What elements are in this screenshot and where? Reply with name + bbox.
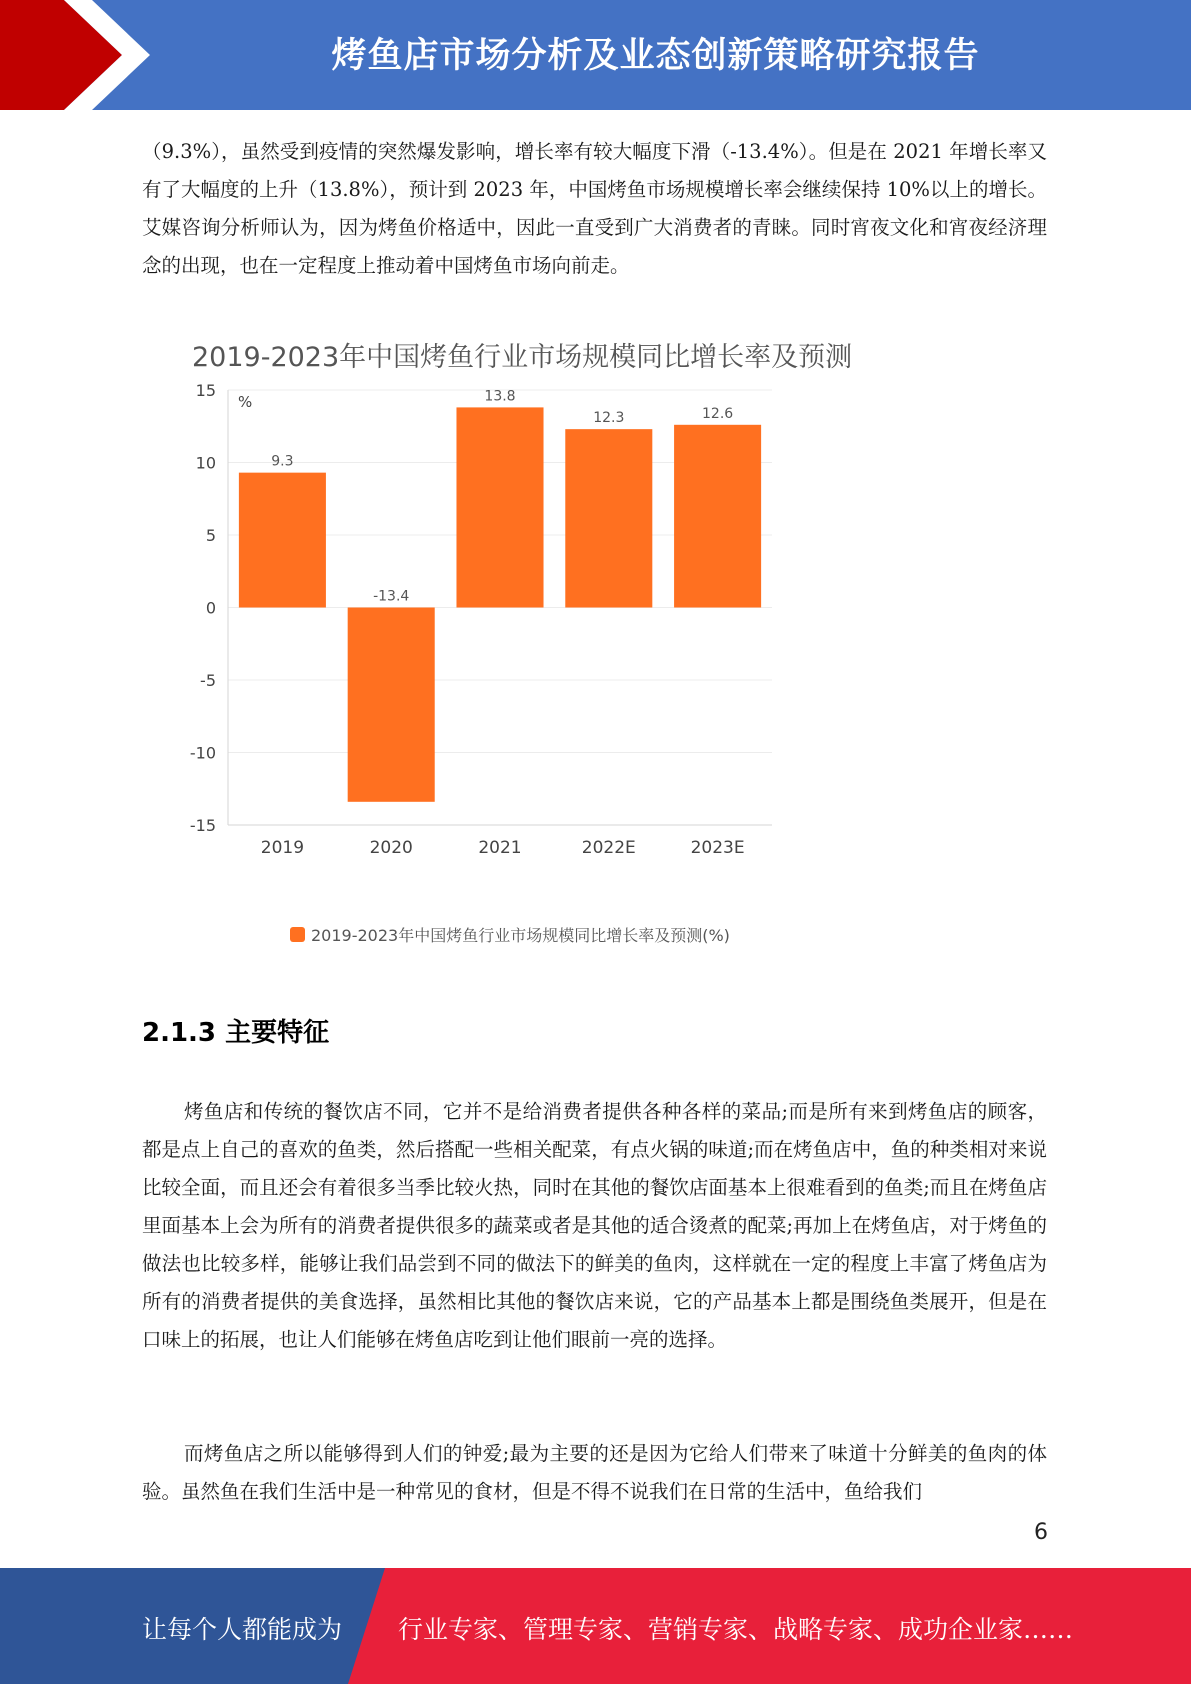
header-title: 烤鱼店市场分析及业态创新策略研究报告 <box>331 36 980 76</box>
y-tick-label: 10 <box>195 453 216 473</box>
chart-legend <box>290 923 730 946</box>
data-label: -13.4 <box>373 588 410 605</box>
x-tick-label: 2022E <box>581 838 636 858</box>
data-label: 13.8 <box>484 388 516 405</box>
legend-swatch <box>290 927 305 942</box>
y-tick-label: -15 <box>189 816 216 835</box>
growth-rate-chart <box>160 325 880 955</box>
y-tick-label: -5 <box>200 671 216 690</box>
y-tick-label: 0 <box>205 598 216 618</box>
data-label: 12.6 <box>702 405 734 422</box>
y-tick-label: 5 <box>205 526 216 545</box>
footer-slogan-right: 行业专家、管理专家、营销专家、战略专家、成功企业家…… <box>398 1615 1074 1644</box>
chart-plot-area <box>160 325 880 925</box>
page-number: 6 <box>1034 1520 1048 1545</box>
x-tick-label: 2023E <box>690 838 745 858</box>
bar-2022E <box>565 429 652 607</box>
bar-2021 <box>456 407 543 607</box>
section-heading: 2.1.3 主要特征 <box>142 1018 330 1048</box>
footer-slogan-left: 让每个人都能成为 <box>142 1615 343 1644</box>
intro-paragraph: （9.3%），虽然受到疫情的突然爆发影响，增长率有较大幅度下滑（-13.4%）。但是在 2021 年增长率又有了大幅度的上升（13.8%），预计到 2023 年，中国烤鱼市场规模增长率会继续保持 10%以上的增长。艾媒咨询分析师认为，因为烤鱼价格适中，因此一直受到广大消费者的青睐。同时宵夜文化和宵夜经济理念的出现，也在一定程度上推动着中国烤鱼市场向前走。 <box>142 140 1047 277</box>
legend-label: 2019-2023年中国烤鱼行业市场规模同比增长率及预测(%) <box>311 926 730 945</box>
y-axis-unit: % <box>238 393 253 411</box>
features-paragraph: 烤鱼店和传统的餐饮店不同，它并不是给消费者提供各种各样的菜品;而是所有来到烤鱼店的顾客，都是点上自己的喜欢的鱼类，然后搭配一些相关配菜，有点火锅的味道;而在烤鱼店中，鱼的种类相对来说比较全面，而且还会有着很多当季比较火热，同时在其他的餐饮店面基本上很难看到的鱼类;而且在烤鱼店里面基本上会为所有的消费者提供很多的蔬菜或者是其他的适合烫煮的配菜;再加上在烤鱼店，对于烤鱼的做法也比较多样，能够让我们品尝到不同的做法下的鲜美的鱼肉，这样就在一定的程度上丰富了烤鱼店为所有的消费者提供的美食选择，虽然相比其他的餐饮店来说，它的产品基本上都是围绕鱼类展开，但是在口味上的拓展，也让人们能够在烤鱼店吃到让他们眼前一亮的选择。 <box>142 1100 1047 1351</box>
x-tick-label: 2019 <box>260 838 305 858</box>
header-arrow-decoration <box>0 0 180 110</box>
appeal-paragraph: 而烤鱼店之所以能够得到人们的钟爱;最为主要的还是因为它给人们带来了味道十分鲜美的鱼肉的体验。虽然鱼在我们生活中是一种常见的食材，但是不得不说我们在日常的生活中，鱼给我们 <box>142 1442 1047 1503</box>
y-tick-label: -10 <box>189 743 216 763</box>
y-tick-label: 15 <box>195 381 216 400</box>
x-tick-label: 2020 <box>369 838 413 858</box>
page-header <box>0 0 1191 110</box>
data-label: 12.3 <box>593 410 625 427</box>
chart-title: 2019-2023年中国烤鱼行业市场规模同比增长率及预测 <box>192 342 853 373</box>
bar-2020 <box>348 608 435 802</box>
bar-2019 <box>239 473 326 608</box>
data-label: 9.3 <box>271 453 294 470</box>
page-footer <box>0 1568 1191 1684</box>
x-tick-label: 2021 <box>478 838 522 858</box>
bar-2023E <box>674 425 761 608</box>
